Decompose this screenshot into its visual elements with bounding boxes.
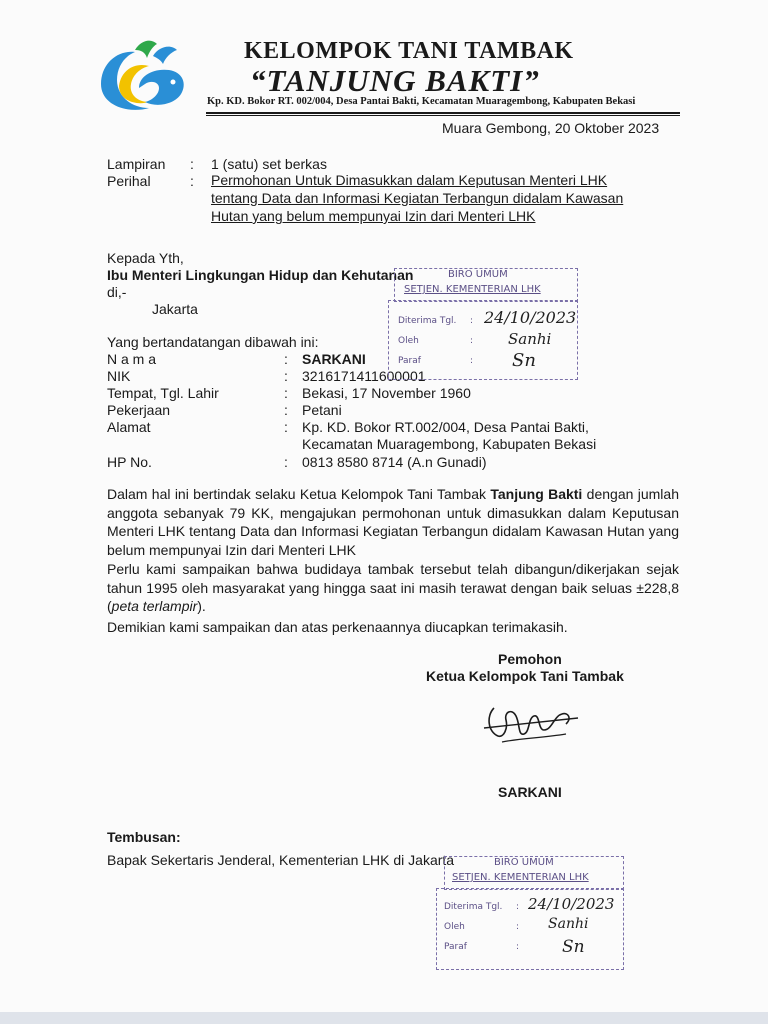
stamp-received-date: 24/10/2023 [528,895,615,913]
stamp-line-1: BIRO UMUM [494,857,554,868]
stamp-colon: : [516,902,520,912]
org-address: Kp. KD. Bokor RT. 002/004, Desa Pantai Bakti, Kecamatan Muaragembong, Kabupaten Bekasi [207,96,636,107]
stamp-paraf-label: Paraf [398,356,421,366]
identity-value-nik: 3216171411600001 [302,368,426,384]
identity-label: NIK [107,368,131,384]
stamp-line-2: SETJEN. KEMENTERIAN LHK [452,872,589,883]
p1-group-name: Tanjung Bakti [490,486,583,502]
p1-text-a: Dalam hal ini bertindak selaku Ketua Kelompok Tani Tambak [107,486,491,502]
stamp-paraf-value: Sn [562,937,585,957]
p1-text-c: dengan jumlah anggota sebanyak 79 KK, mengajukan permohonan untuk dimasukkan dalam Keputusan Menteri LHK tentang Data dan Informasi Kegiatan Terbangun didalam Kawasan Hutan yang belum mempunyai Izin dari Menteri LHK [107,486,679,558]
fish-logo-icon [95,36,187,116]
identity-colon: : [284,385,288,401]
identity-value-address: Kp. KD. Bokor RT.002/004, Desa Pantai Bakti, [302,419,589,435]
scan-bottom-edge [0,1012,768,1024]
identity-label: Pekerjaan [107,402,171,418]
identity-label: HP No. [107,454,152,470]
identity-label: Alamat [107,419,151,435]
p2-text-c: ). [197,598,206,614]
identity-colon: : [284,454,288,470]
identity-label: Tempat, Tgl. Lahir [107,385,219,401]
identity-value-phone: 0813 8580 8714 (A.n Gunadi) [302,454,487,470]
stamp-by-label: Oleh [398,336,419,346]
identity-colon: : [284,402,288,418]
stamp-line-2: SETJEN. KEMENTERIAN LHK [404,284,541,295]
p2-map-note: peta terlampir [111,598,198,614]
stamp-received-label: Diterima Tgl. [444,902,503,912]
stamp-by-value: Sanhi [508,330,552,348]
body-paragraph-3: Demikian kami sampaikan dan atas perkenaannya diucapkan terimakasih. [107,619,568,635]
signer-intro: Yang bertandatangan dibawah ini: [107,334,319,350]
stamp-received-date: 24/10/2023 [484,308,577,327]
identity-value-birth: Bekasi, 17 November 1960 [302,385,471,401]
letterhead-rule [206,112,680,114]
stamp-paraf-value: Sn [512,350,536,371]
stamp-colon: : [470,356,474,366]
identity-colon: : [284,419,288,435]
lampiran-colon: : [190,156,194,172]
signature-pemohon: Pemohon [498,651,562,667]
identity-label: N a m a [107,351,157,367]
identity-colon: : [284,351,288,367]
identity-value-name: SARKANI [302,351,366,367]
stamp-by-label: Oleh [444,922,465,932]
stamp-colon: : [470,316,474,326]
identity-value-address-2: Kecamatan Muaragembong, Kabupaten Bekasi [302,436,597,452]
perihal-line-1: Permohonan Untuk Dimasukkan dalam Keputusan Menteri LHK [211,172,608,188]
p2-text-a: Perlu kami sampaikan bahwa budidaya tambak tersebut telah dibangun/dikerjakan sejak tahun 1995 oleh masyarakat yang hingga saat ini masih terawat dengan baik seluas ±228,8 ( [107,561,679,614]
stamp-colon: : [470,336,474,346]
stamp-paraf-label: Paraf [444,942,467,952]
stamp-by-value: Sanhi [548,916,589,932]
lampiran-value: 1 (satu) set berkas [211,156,327,172]
body-paragraph-2 [107,560,679,616]
perihal-line-3: Hutan yang belum mempunyai Izin dari Menteri LHK [211,208,536,224]
body-paragraph-1 [107,485,679,559]
stamp-colon: : [516,922,520,932]
perihal-line-2: tentang Data dan Informasi Kegiatan Terbangun didalam Kawasan [211,190,624,206]
perihal-colon: : [190,173,194,189]
stamp-received-label: Diterima Tgl. [398,316,457,326]
stamp-colon: : [516,942,520,952]
lampiran-label: Lampiran [107,156,166,172]
recipient-city: Jakarta [152,301,198,317]
perihal-label: Perihal [107,173,151,189]
letter-date: Muara Gembong, 20 Oktober 2023 [442,120,660,136]
signature-name: SARKANI [498,784,562,800]
recipient-name: Ibu Menteri Lingkungan Hidup dan Kehutanan [107,267,414,283]
org-name: KELOMPOK TANI TAMBAK [244,38,574,64]
tembusan-label: Tembusan: [107,829,181,845]
recipient-greeting: Kepada Yth, [107,250,184,266]
signature-title: Ketua Kelompok Tani Tambak [426,668,624,684]
identity-colon: : [284,368,288,384]
handwritten-signature [482,698,580,748]
identity-value-job: Petani [302,402,342,418]
tembusan-item: Bapak Sekertaris Jenderal, Kementerian LHK di Jakarta [107,852,455,868]
stamp-line-1: BIRO UMUM [448,269,508,280]
recipient-di: di,- [107,284,127,300]
org-group-name: “TANJUNG BAKTI” [250,63,540,98]
letterhead-rule-thin [206,115,680,116]
